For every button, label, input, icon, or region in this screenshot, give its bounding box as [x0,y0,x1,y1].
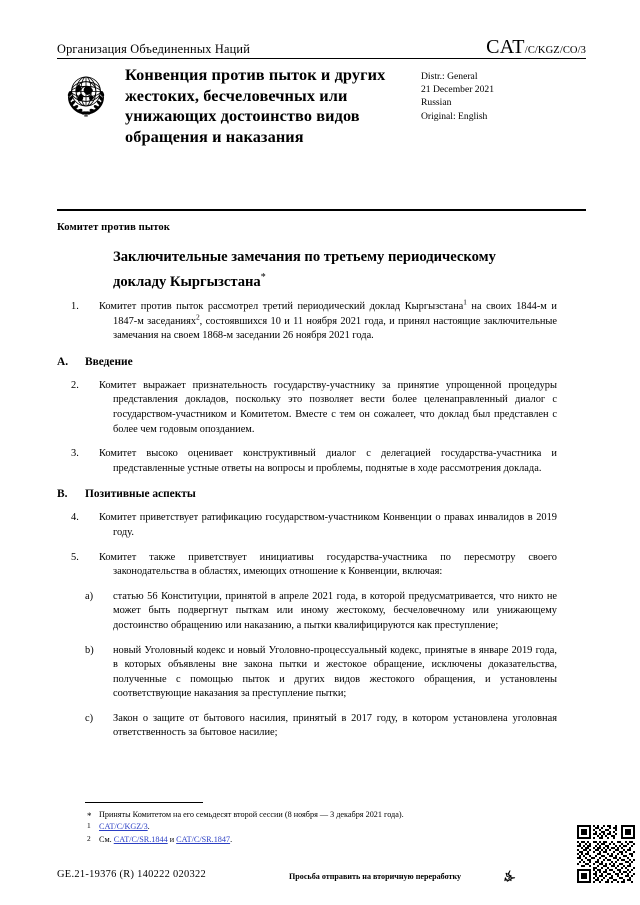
paragraph-2 [57,379,557,437]
paragraph-number: 5. [71,551,79,563]
organization-name: Организация Объединенных Наций [57,42,250,56]
paragraph-text: Комитет выражает признательность государству-участнику за принятие упрощенной процедуры представления докладов, поскольку это позволяет вести более целенаправленный диалог с государством-участником и Комитетом. Вместе с тем он сожалеет, что доклад был представлен с более чем годовым опозданием. [99,379,557,435]
subparagraph-text: статью 56 Конституции, принятой в апреле 2021 года, в которой предусматривается, что никто не может быть подвергнут пыткам или иному жестокому, бесчеловечному или унижающему достоинство обращению или наказанию, а пытки квалифицируются как преступление; [113,590,557,631]
footnote-link-2[interactable]: CAT/C/SR.1847 [176,834,231,844]
page-title [113,248,513,292]
masthead-divider [57,209,586,211]
paragraph-text-part3: , состоявшихся 10 и 11 ноября 2021 года, и принял настоящие заключительные замечания на своем 1868-м заседании 26 ноября 2021 года. [113,315,557,342]
paragraph-3 [57,447,557,476]
footnote-link[interactable]: CAT/C/KGZ/3 [99,822,148,832]
footnote-text: Приняты Комитетом на его семьдесят второй сессии (8 ноября — 3 декабря 2021 года). [99,810,404,819]
distr-date: 21 December 2021 [421,84,494,96]
subparagraph-letter: c) [85,712,94,724]
distr-line: Distr.: General [421,71,478,82]
recycle-notice: Просьба отправить на вторичную переработку [289,872,462,881]
convention-title: Конвенция против пыток и других жестоких, бесчеловечных или унижающих достоинство видов обращения и наказания [125,65,386,146]
paragraph-number: 4. [71,512,79,524]
masthead [57,36,586,56]
distr-original: Original: English [421,110,488,122]
footnote-2 [85,834,545,846]
paragraph-number: 2. [71,379,79,391]
footnote-1 [85,821,545,833]
footnote-tail: . [147,822,150,832]
paragraph-number: 3. [71,448,79,460]
ge-document-code: GE.21-19376 (R) 140222 020322 [57,869,206,880]
paragraph-1 [57,300,557,344]
paragraph-text-part2: на своих 1844-м и 1847-м заседаниях [113,301,557,327]
title-block [57,64,586,147]
paragraph-text-part1: Комитет против пыток рассмотрел третий периодический доклад Кыргызстана [99,301,464,312]
footnote-marker: 1 [87,821,91,831]
footnote-link-1[interactable]: CAT/C/SR.1844 [113,834,168,844]
un-emblem [57,66,115,124]
symbol-suffix: /C/KGZ/CO/3 [524,45,586,56]
organization-row [57,36,586,56]
doc-title-footnote-marker: * [260,271,266,283]
section-letter-a: A. [57,355,69,368]
subparagraph-text: Закон о защите от бытового насилия, принятый в 2017 году, в котором установлена уголовная ответственность за бытовое насилие; [113,712,557,739]
section-title-a: Введение [85,355,133,368]
section-heading-b [57,486,557,502]
qr-code [577,825,635,883]
distribution-block [415,64,581,123]
section-letter-b: B. [57,488,68,501]
footnote-star [85,809,545,821]
document-body [57,300,557,751]
footnotes [85,809,545,846]
distr-language: Russian [421,97,452,109]
subparagraph-letter: a) [85,590,94,602]
footnote-marker: 2 [87,833,91,843]
footnote-ref-1[interactable]: 1 [463,298,467,307]
footnote-ref-2[interactable]: 2 [196,313,200,322]
footnote-prefix: См. [99,834,114,844]
paragraph-5 [57,551,557,580]
subparagraph-b [57,644,557,702]
paragraph-4 [57,511,557,540]
footnote-separator [85,802,203,803]
recycle-icon [503,869,517,883]
footnote-mid: и [167,834,177,844]
footnote-tail: . [230,834,233,844]
paragraph-number: 1. [71,301,79,312]
paragraph-text: Комитет приветствует ратификацию государством-участником Конвенции о правах инвалидов в 2019 году. [99,512,557,538]
document-symbol [486,36,586,59]
committee-name: Комитет против пыток [57,222,170,233]
header-divider [57,58,586,59]
doc-title-text: Заключительные замечания по третьему периодическому докладу Кыргызстана [113,249,496,290]
subparagraph-letter: b) [85,644,94,656]
emblem-container [57,64,125,124]
section-heading-a [57,354,557,370]
page-footer [57,869,586,889]
subparagraph-a [57,590,557,634]
paragraph-text: Комитет высоко оценивает конструктивный диалог с делегацией государства-участника и представленные устные ответы на вопросы и проблемы, поднятые в ходе рассмотрения доклада. [99,448,557,474]
subparagraph-c [57,712,557,741]
footnote-marker: * [87,811,92,821]
symbol-main: CAT [486,36,525,58]
subparagraph-text: новый Уголовный кодекс и новый Уголовно-процессуальный кодекс, принятые в январе 2019 года, в которых объявлены вне закона пытки и жестокое обращение, исключены доказательства, полученные с помощью пыток и других видов жестокого обращения, и установлены соответствующие наказания за преступление пытки; [113,644,557,700]
paragraph-text: Комитет также приветствует инициативы государства-участника по пересмотру своего законодательства в областях, имеющих отношение к Конвенции, включая: [99,551,557,578]
section-title-b: Позитивные аспекты [85,488,196,501]
